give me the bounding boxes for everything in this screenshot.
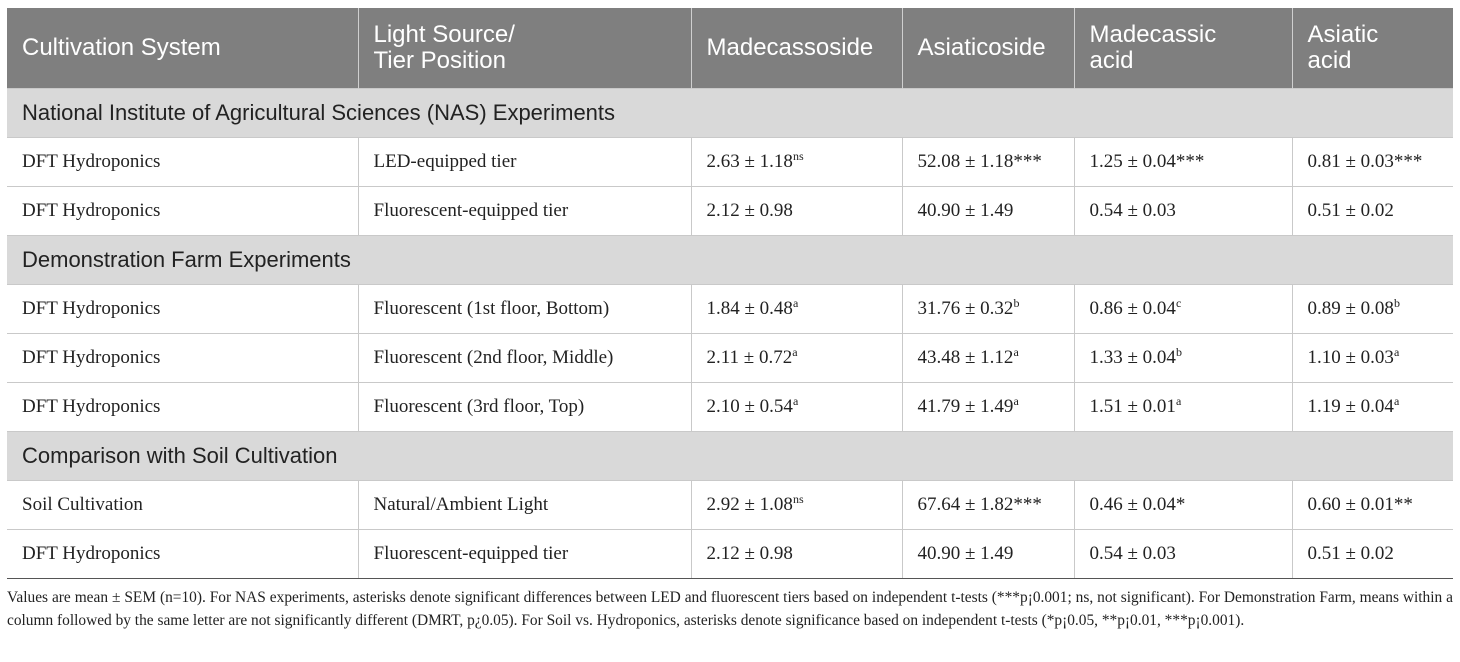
table-row — [7, 186, 1453, 235]
value-cell — [1074, 333, 1292, 382]
light-source-cell: Fluorescent-equipped tier — [358, 529, 691, 578]
value-text: 1.19 ± 0.04 — [1307, 395, 1394, 417]
column-header: Asiaticoside — [902, 8, 1074, 88]
value-cell — [1074, 480, 1292, 529]
value-text: 0.54 ± 0.03 — [1089, 542, 1176, 564]
value-cell — [902, 480, 1074, 529]
table-row — [7, 284, 1453, 333]
value-text: 1.84 ± 0.48 — [706, 297, 793, 319]
cultivation-system-cell: DFT Hydroponics — [7, 529, 358, 578]
light-source-cell: Fluorescent (3rd floor, Top) — [358, 382, 691, 431]
value-cell — [902, 186, 1074, 235]
section-row — [7, 235, 1453, 284]
significance-superscript: a — [1013, 344, 1019, 359]
table-row — [7, 480, 1453, 529]
value-cell — [1074, 137, 1292, 186]
value-cell — [1292, 382, 1453, 431]
value-text: 0.89 ± 0.08 — [1307, 297, 1394, 319]
light-source-cell: LED-equipped tier — [358, 137, 691, 186]
value-text: 2.11 ± 0.72 — [706, 346, 793, 368]
significance-superscript: a — [1013, 393, 1019, 408]
table-figure — [7, 8, 1453, 632]
value-text: 0.51 ± 0.02 — [1307, 199, 1394, 221]
value-text: 43.48 ± 1.12 — [917, 346, 1014, 368]
significance-superscript: ns — [792, 491, 804, 506]
value-cell — [691, 284, 902, 333]
section-title: National Institute of Agricultural Sciences (NAS) Experiments — [7, 88, 1453, 137]
value-cell — [691, 529, 902, 578]
significance-superscript: b — [1013, 295, 1020, 310]
value-cell — [902, 333, 1074, 382]
column-header: Madecassic acid — [1074, 8, 1292, 88]
value-cell — [902, 137, 1074, 186]
value-text: 1.51 ± 0.01 — [1089, 395, 1176, 417]
value-text: 0.86 ± 0.04 — [1089, 297, 1176, 319]
table-row — [7, 333, 1453, 382]
value-cell — [1074, 186, 1292, 235]
significance-superscript: ns — [792, 148, 804, 163]
cultivation-system-cell: DFT Hydroponics — [7, 333, 358, 382]
value-text: 0.51 ± 0.02 — [1307, 542, 1394, 564]
table-row — [7, 382, 1453, 431]
value-text: 2.12 ± 0.98 — [706, 199, 793, 221]
value-cell — [691, 382, 902, 431]
value-cell — [902, 284, 1074, 333]
value-text: 41.79 ± 1.49 — [917, 395, 1014, 417]
value-text: 40.90 ± 1.49 — [917, 199, 1014, 221]
significance-superscript: b — [1393, 295, 1400, 310]
light-source-cell: Fluorescent (1st floor, Bottom) — [358, 284, 691, 333]
value-cell — [691, 333, 902, 382]
value-text: 67.64 ± 1.82*** — [917, 493, 1042, 515]
significance-superscript: a — [792, 295, 799, 310]
value-cell — [691, 480, 902, 529]
value-text: 40.90 ± 1.49 — [917, 542, 1014, 564]
column-header: Cultivation System — [7, 8, 358, 88]
section-title: Demonstration Farm Experiments — [7, 235, 1453, 284]
data-table — [7, 8, 1453, 579]
value-cell — [1074, 284, 1292, 333]
light-source-cell: Natural/Ambient Light — [358, 480, 691, 529]
value-cell — [1074, 529, 1292, 578]
value-cell — [1074, 382, 1292, 431]
value-text: 0.54 ± 0.03 — [1089, 199, 1176, 221]
significance-superscript: b — [1175, 344, 1182, 359]
value-cell — [1292, 333, 1453, 382]
value-text: 2.92 ± 1.08 — [706, 493, 793, 515]
value-text: 2.12 ± 0.98 — [706, 542, 793, 564]
value-cell — [1292, 480, 1453, 529]
value-text: 2.63 ± 1.18 — [706, 150, 793, 172]
value-cell — [1292, 529, 1453, 578]
significance-superscript: a — [1393, 393, 1400, 408]
cultivation-system-cell: DFT Hydroponics — [7, 137, 358, 186]
significance-superscript: a — [1175, 393, 1182, 408]
value-text: 52.08 ± 1.18*** — [917, 150, 1042, 172]
significance-superscript: a — [792, 393, 799, 408]
cultivation-system-cell: DFT Hydroponics — [7, 186, 358, 235]
section-title: Comparison with Soil Cultivation — [7, 431, 1453, 480]
column-header: Light Source/ Tier Position — [358, 8, 691, 88]
value-cell — [691, 137, 902, 186]
value-text: 1.33 ± 0.04 — [1089, 346, 1176, 368]
table-row — [7, 137, 1453, 186]
value-text: 0.46 ± 0.04* — [1089, 493, 1186, 515]
value-text: 1.10 ± 0.03 — [1307, 346, 1394, 368]
value-cell — [902, 382, 1074, 431]
column-header: Madecassoside — [691, 8, 902, 88]
significance-superscript: a — [792, 344, 798, 359]
table-footnote: Values are mean ± SEM (n=10). For NAS experiments, asterisks denote significant differences between LED and fluorescent tiers based on independent t-tests (***p¡0.001; ns, not significant). For Demonstration Farm, means within a column followed by the same letter are not significantly different (DMRT, p¿0.05). For Soil vs. Hydroponics, asterisks denote significance based on independent t-tests (*p¡0.05, **p¡0.01, ***p¡0.001). — [7, 588, 1453, 629]
cultivation-system-cell: Soil Cultivation — [7, 480, 358, 529]
table-body — [7, 88, 1453, 578]
value-cell — [1292, 186, 1453, 235]
cultivation-system-cell: DFT Hydroponics — [7, 382, 358, 431]
light-source-cell: Fluorescent-equipped tier — [358, 186, 691, 235]
value-cell — [902, 529, 1074, 578]
significance-superscript: c — [1175, 295, 1182, 310]
column-header: Asiatic acid — [1292, 8, 1453, 88]
section-row — [7, 88, 1453, 137]
value-cell — [1292, 137, 1453, 186]
section-row — [7, 431, 1453, 480]
light-source-cell: Fluorescent (2nd floor, Middle) — [358, 333, 691, 382]
value-text: 1.25 ± 0.04*** — [1089, 150, 1205, 172]
value-cell — [1292, 284, 1453, 333]
header-row — [7, 8, 1453, 88]
value-text: 2.10 ± 0.54 — [706, 395, 793, 417]
significance-superscript: a — [1393, 344, 1400, 359]
value-text: 0.81 ± 0.03*** — [1307, 150, 1423, 172]
value-text: 0.60 ± 0.01** — [1307, 493, 1413, 515]
cultivation-system-cell: DFT Hydroponics — [7, 284, 358, 333]
table-row — [7, 529, 1453, 578]
value-cell — [691, 186, 902, 235]
value-text: 31.76 ± 0.32 — [917, 297, 1014, 319]
